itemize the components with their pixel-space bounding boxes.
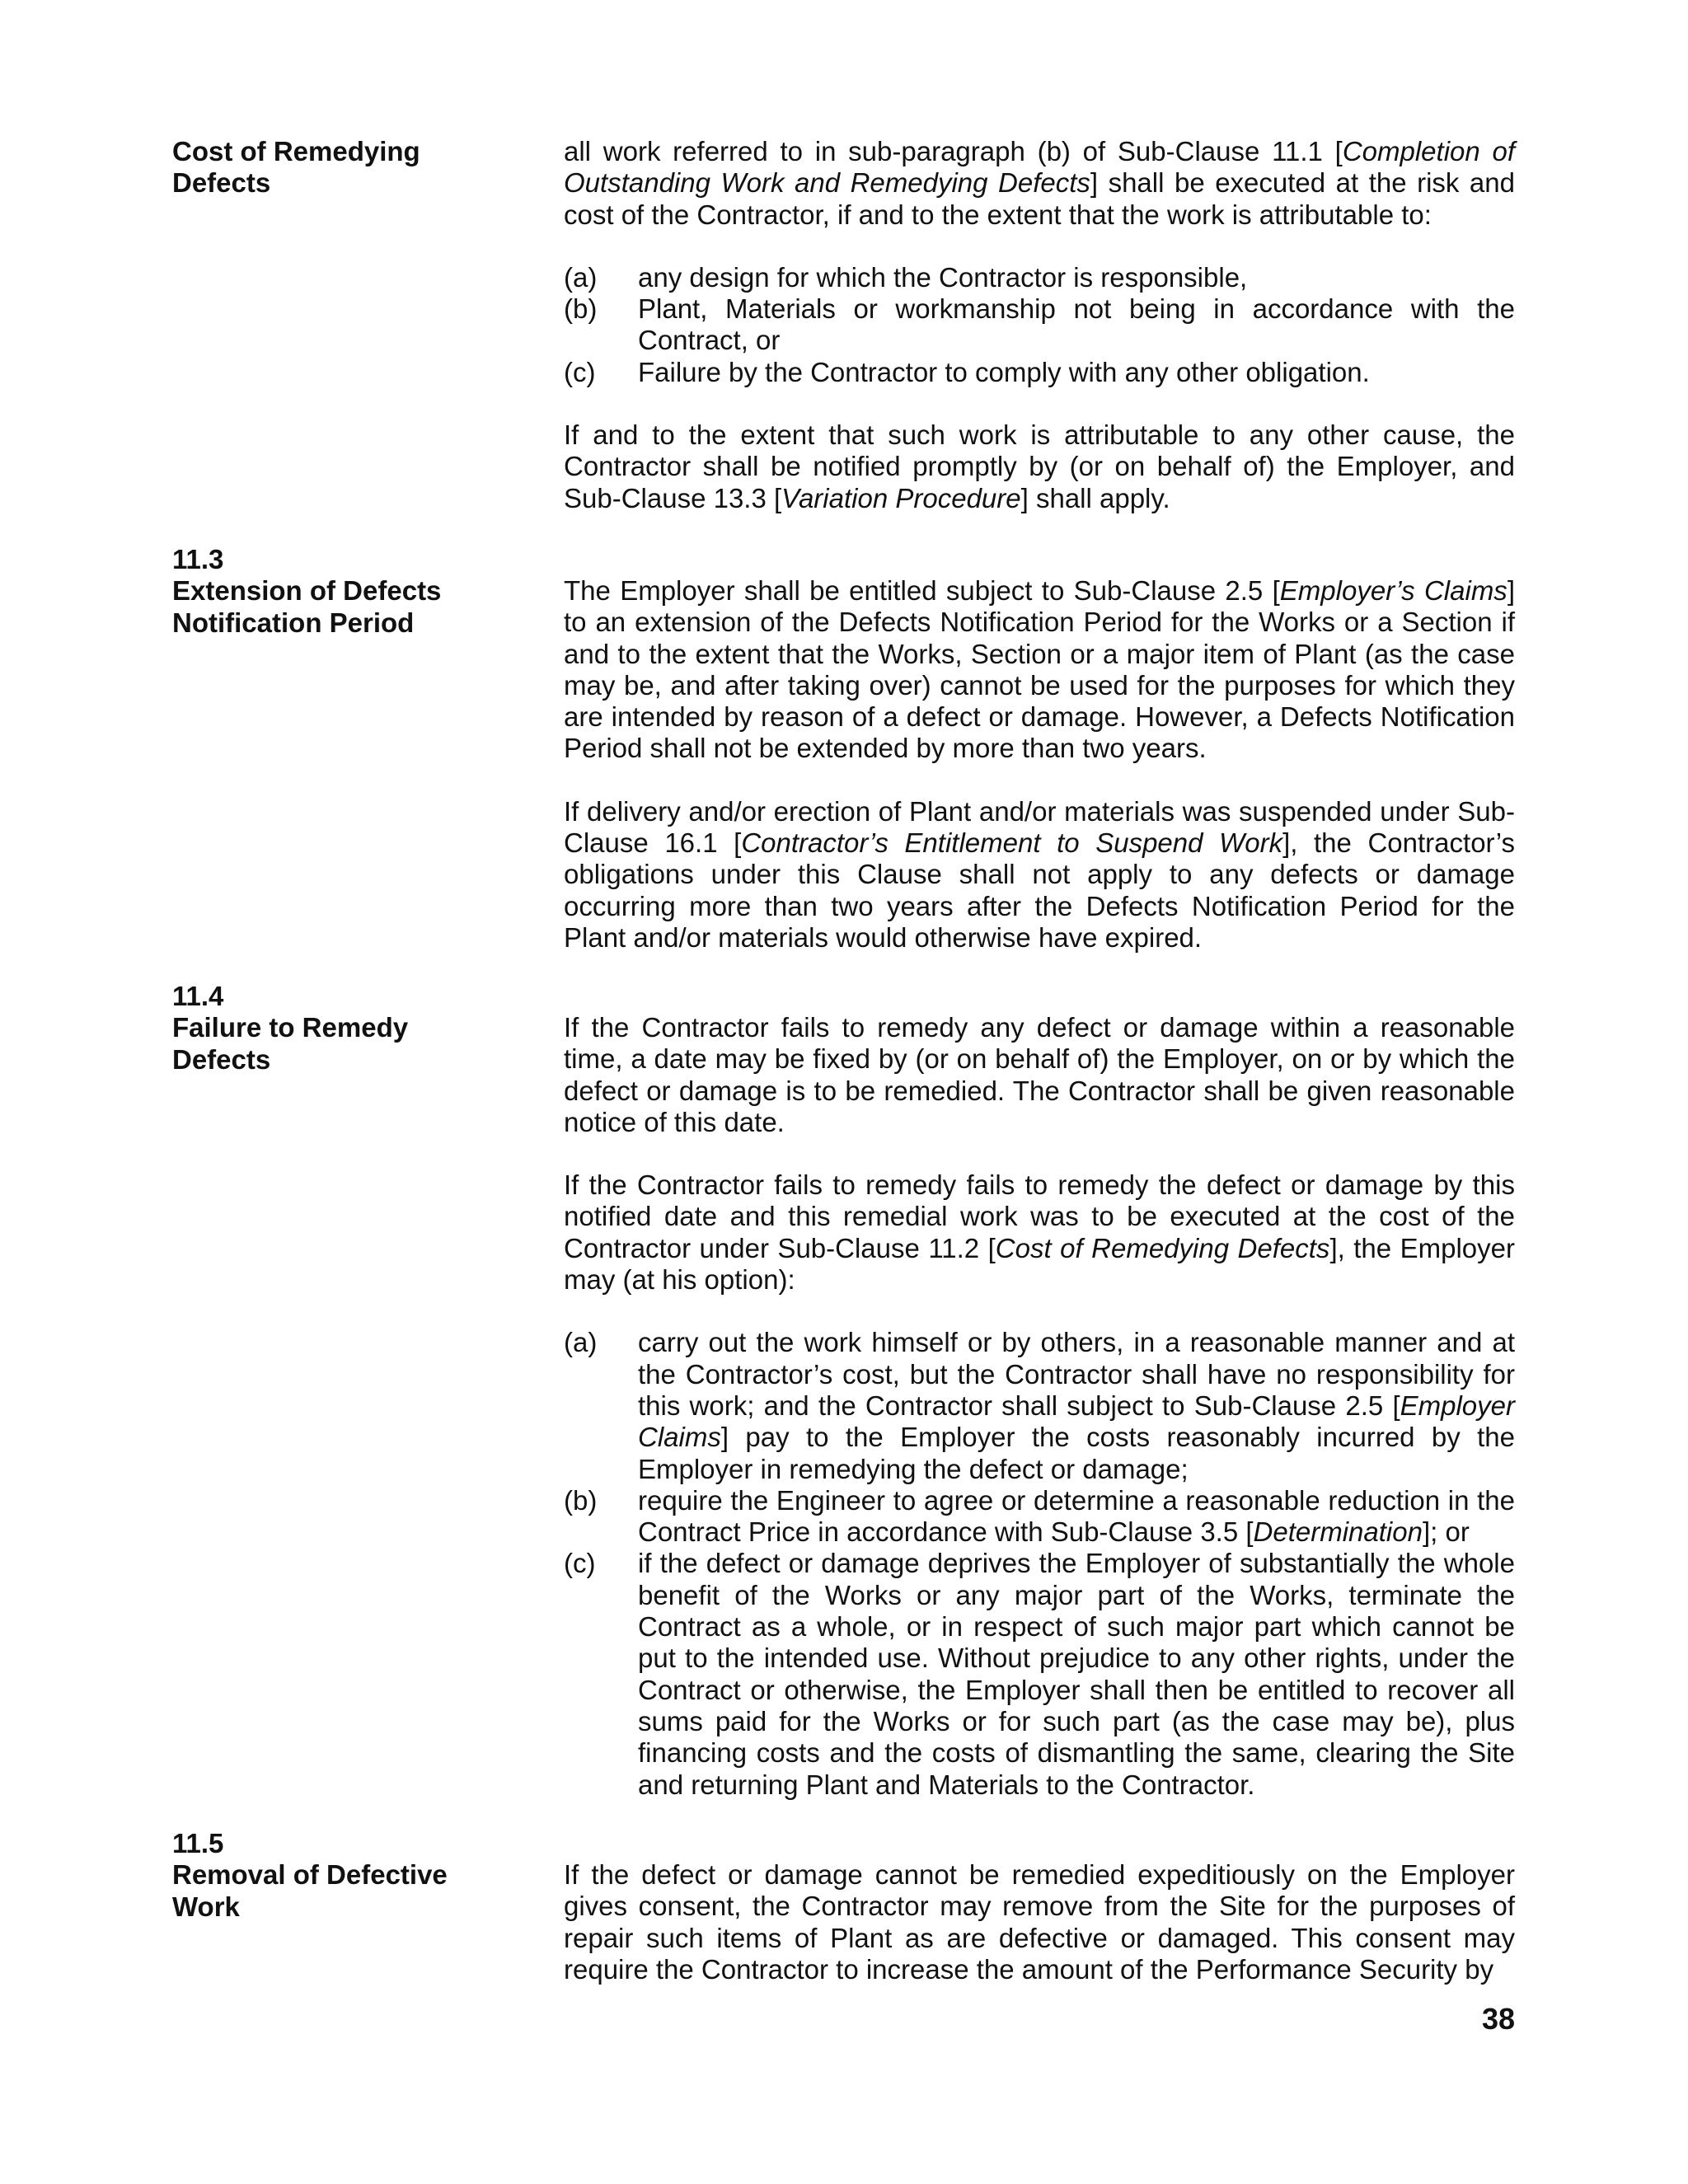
page-number: 38	[1481, 2002, 1515, 2036]
section-heading-11-3	[172, 544, 535, 639]
paragraph	[564, 1169, 1515, 1296]
text-run: require the Engineer to agree or determine a reasonable reduction in the Contract Price in accordance with Sub-Clause 3.5 [	[638, 1484, 1515, 1548]
text-run: ]; or	[1422, 1516, 1470, 1548]
italic-reference: Employer’s Claims	[1279, 575, 1507, 606]
text-run: ], the Contractor’s obligations under this Clause shall not apply to any defects or damage occurring more than two years after the Defects Notification Period for the Plant and/or materials would otherwise have expired.	[564, 827, 1515, 953]
clause-number: 11.4	[172, 981, 224, 1011]
text-run: If the defect or damage cannot be remedied expeditiously on the Employer gives consent, the Contractor may remove from the Site for the purposes of repair such items of Plant as are defective or damaged. This consent may require the Contractor to increase the amount of the Performance Security by	[564, 1859, 1515, 1985]
section-body-11-3	[564, 575, 1515, 954]
heading-line: Defects	[172, 1043, 271, 1075]
paragraph	[564, 419, 1515, 514]
text-run: ], the Employer may (at his option):	[564, 1232, 1516, 1296]
text-run: If the Contractor fails to remedy fails to remedy the defect or damage by this notified date and this remedial work was to be executed at the cost of the Contractor under Sub-Clause 11.2 [	[564, 1169, 1515, 1263]
italic-reference: Completion of Outstanding Work and Remedying Defects	[564, 136, 1515, 199]
paragraph	[564, 796, 1515, 954]
text-run: all work referred to in sub-paragraph (b) of Sub-Clause 11.1 [	[564, 136, 1343, 166]
section-heading-cost-of-remedying-defects	[172, 136, 535, 199]
list-item-label: (b)	[564, 293, 598, 325]
paragraph	[564, 1859, 1515, 1985]
list-item-label: (a)	[564, 1327, 598, 1358]
list-item-text	[638, 357, 1370, 387]
list-item-text	[638, 1327, 1515, 1483]
text-run: if the defect or damage deprives the Employer of substantially the whole benefit of the Works or any major part of the Works, terminate the Contract as a whole, or in respect of such major part which cannot be put to the intended use. Without prejudice to any other rights, under the Contract or otherwise, the Employer shall then be entitled to recover all sums paid for the Works or for such part (as the case may be), plus financing costs and the costs of dismantling the same, clearing the Site and returning Plant and Materials to the Contractor.	[638, 1548, 1515, 1800]
text-run: If and to the extent that such work is attributable to any other cause, the Contractor shall be notified promptly by (or on behalf of) the Employer, and Sub-Clause 13.3 [	[564, 419, 1515, 513]
text-run: ] shall be executed at the risk and cost of the Contractor, if and to the extent that the work is attributable to:	[564, 167, 1515, 230]
paragraph	[564, 136, 1515, 231]
section-heading-11-5	[172, 1828, 535, 1923]
list-item-label: (a)	[564, 261, 598, 293]
text-run: The Employer shall be entitled subject to Sub-Clause 2.5 [	[564, 575, 1280, 606]
text-run: If the Contractor fails to remedy any defect or damage within a reasonable time, a date may be fixed by (or on behalf of) the Employer, on or by which the defect or damage is to be remedied. The Contractor shall be given reasonable notice of this date.	[564, 1012, 1515, 1137]
list-item-text	[638, 262, 1247, 293]
clause-number: 11.5	[172, 1828, 224, 1858]
text-run: Failure by the Contractor to comply with any other obligation.	[638, 356, 1370, 387]
option-list	[564, 1327, 1515, 1800]
list-item	[564, 1548, 1515, 1800]
italic-reference: Variation Procedure	[781, 482, 1021, 513]
heading-line: Defects	[172, 167, 271, 199]
list-item	[564, 293, 1515, 357]
list-item-label: (b)	[564, 1484, 598, 1516]
section-body-11-4	[564, 1012, 1515, 1801]
text-run: any design for which the Contractor is responsible,	[638, 261, 1248, 293]
clause-number: 11.3	[172, 544, 224, 574]
list-item	[564, 262, 1515, 293]
paragraph	[564, 575, 1515, 765]
text-run: If delivery and/or erection of Plant and/or materials was suspended under Sub-Clause 16.1 [	[564, 795, 1515, 859]
heading-line: Failure to Remedy	[172, 1012, 409, 1043]
text-run: Plant, Materials or workmanship not being in accordance with the Contract, or	[638, 293, 1515, 356]
heading-line: Cost of Remedying	[172, 136, 420, 166]
list-item	[564, 1485, 1515, 1549]
italic-reference: Contractor’s Entitlement to Suspend Work	[741, 827, 1283, 859]
italic-reference: Determination	[1253, 1516, 1423, 1548]
italic-reference: Cost of Remedying Defects	[995, 1232, 1330, 1263]
section-body-11-5	[564, 1859, 1515, 1985]
heading-line: Notification Period	[172, 607, 415, 638]
list-item-label: (c)	[564, 356, 596, 387]
section-heading-11-4	[172, 981, 535, 1076]
text-run: ] shall apply.	[1020, 482, 1170, 513]
condition-list	[564, 262, 1515, 388]
italic-reference: Employer Claims	[638, 1390, 1515, 1453]
paragraph	[564, 1012, 1515, 1138]
heading-line: Extension of Defects	[172, 575, 442, 607]
list-item-text	[638, 1548, 1515, 1799]
heading-line: Work	[172, 1891, 240, 1922]
text-run: carry out the work himself or by others, in a reasonable manner and at the Contractor’s cost, but the Contractor shall have no responsibility for this work; and the Contractor shall subject to Sub-Clause 2.5 [	[638, 1327, 1515, 1421]
section-body-cost-of-remedying-defects	[564, 136, 1515, 514]
list-item-text	[638, 293, 1515, 355]
list-item	[564, 1327, 1515, 1484]
heading-line: Removal of Defective	[172, 1859, 448, 1891]
list-item	[564, 357, 1515, 388]
list-item-label: (c)	[564, 1548, 596, 1579]
text-run: ] pay to the Employer the costs reasonably incurred by the Employer in remedying the defect or damage;	[638, 1422, 1515, 1484]
text-run: ] to an extension of the Defects Notification Period for the Works or a Section if and to the extent that the Works, Section or a major item of Plant (as the case may be, and after taking over) cannot be used for the purposes for which they are intended by reason of a defect or damage. However, a Defects Notification Period shall not be extended by more than two years.	[564, 575, 1515, 764]
list-item-text	[638, 1485, 1515, 1547]
